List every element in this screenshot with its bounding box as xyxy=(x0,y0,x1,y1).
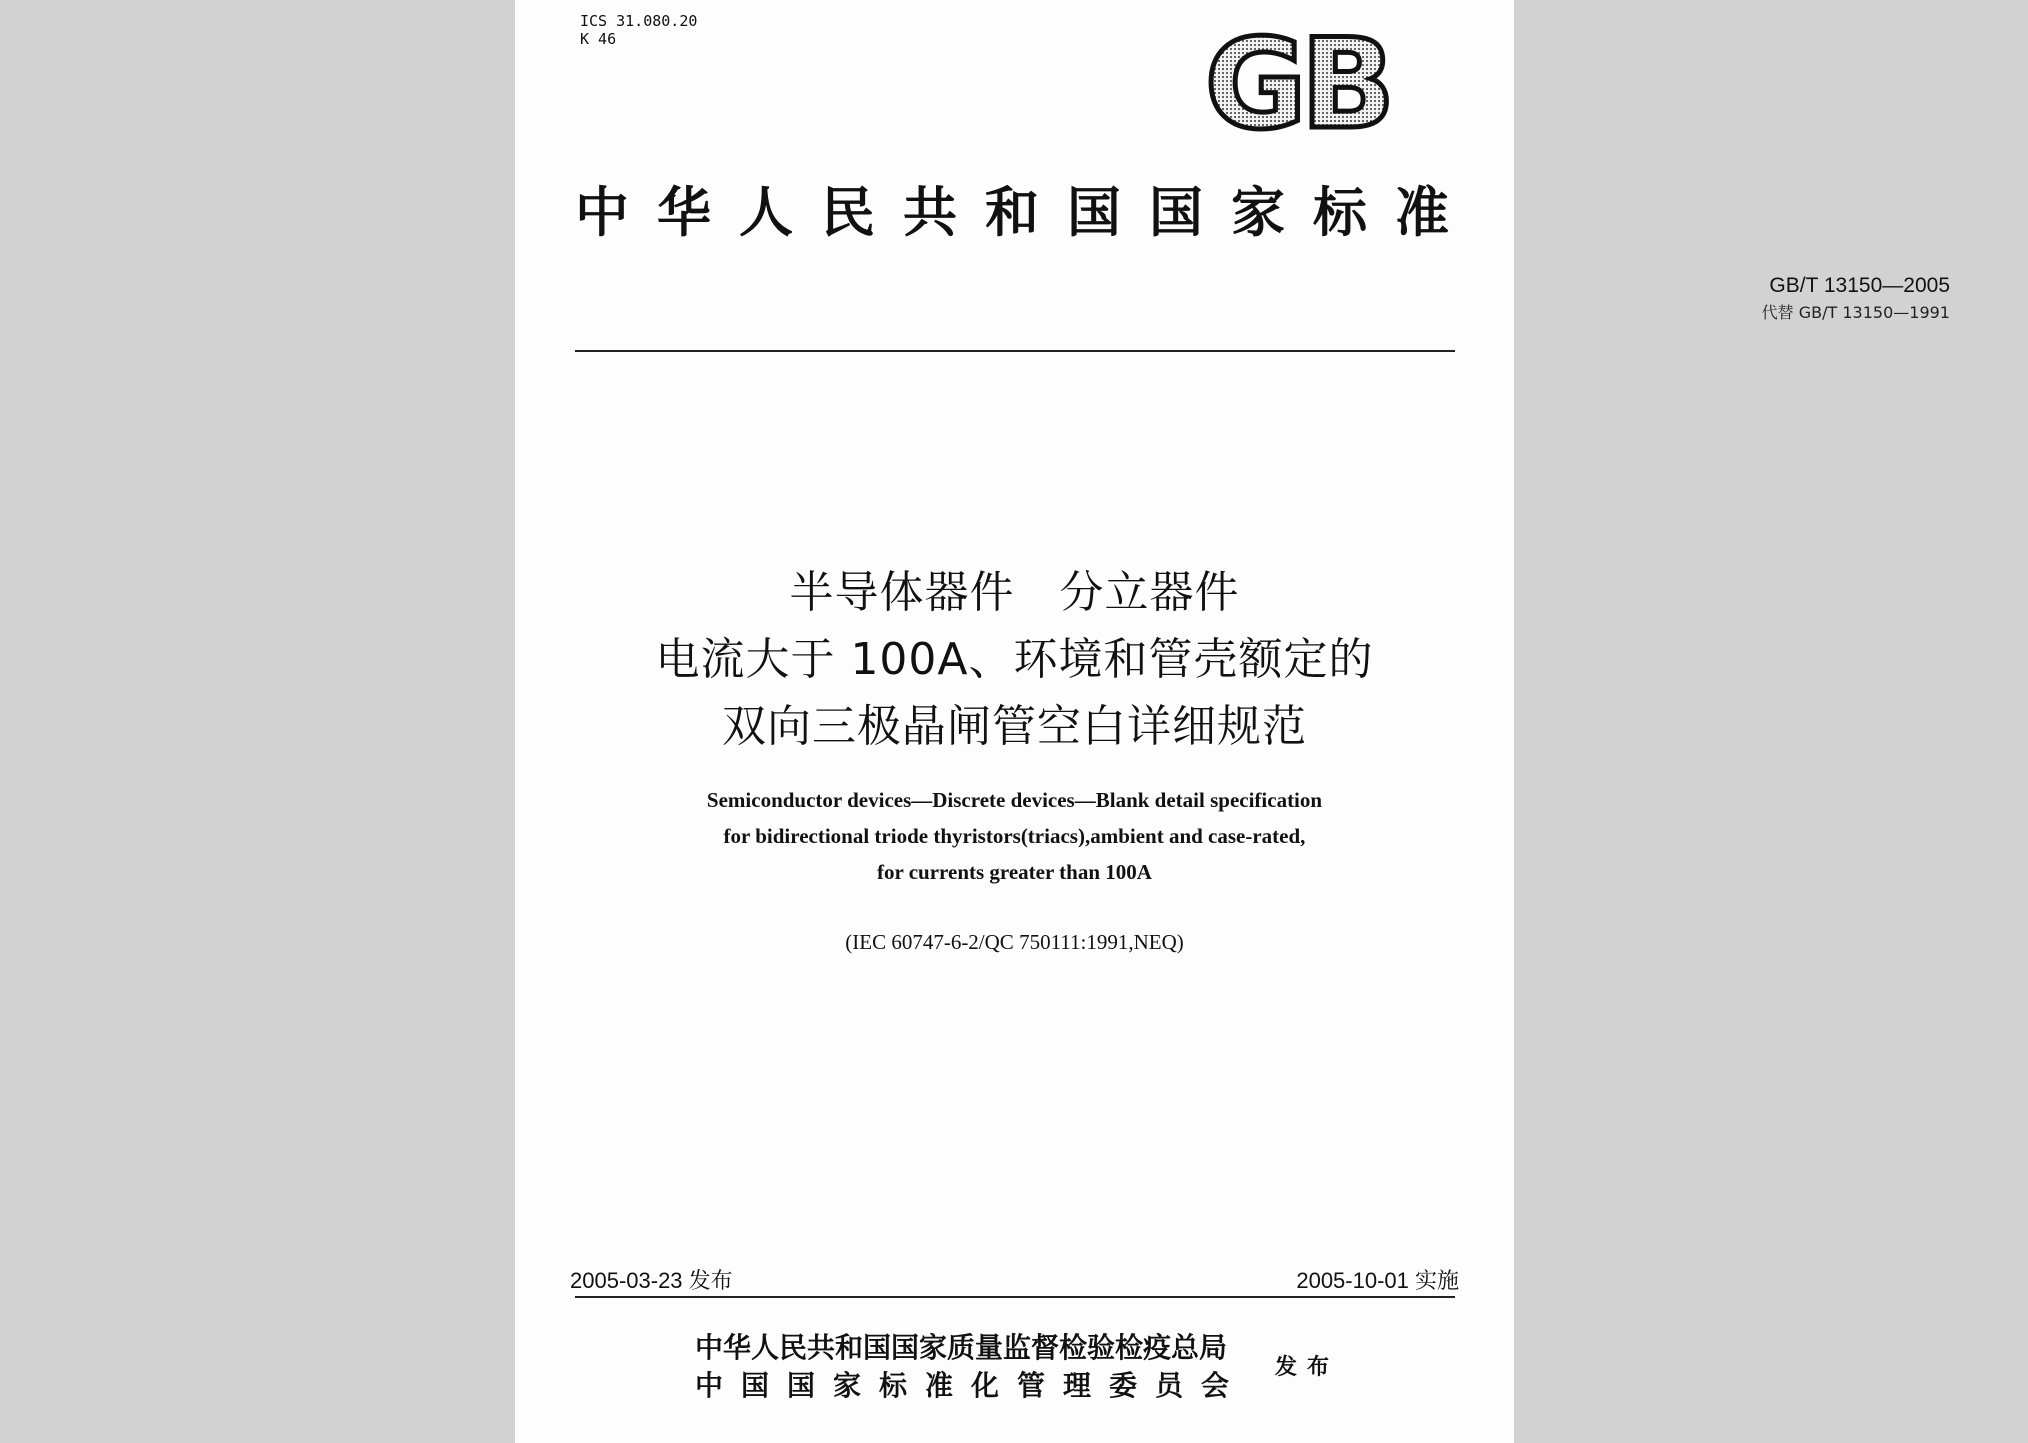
equivalence-note: (IEC 60747-6-2/QC 750111:1991,NEQ) xyxy=(845,930,1184,954)
issue-date: 2005-03-23 发布 xyxy=(570,1268,733,1293)
cn-title-line-1: 半导体器件 分立器件 xyxy=(789,567,1240,618)
implementation-date: 2005-10-01 实施 xyxy=(1296,1268,1459,1293)
header-divider xyxy=(575,350,1455,352)
gb-logo-text: GB xyxy=(1204,27,1390,142)
standard-number-block xyxy=(1295,274,1950,334)
gb-logo xyxy=(1185,27,1405,146)
issuer-aqsiq: 中华人民共和国国家质量监督检验检疫总局 xyxy=(695,1331,1228,1364)
cn-title-line-2: 电流大于 100A、环境和管壳额定的 xyxy=(655,634,1374,685)
classification-codes xyxy=(580,12,697,48)
cn-title-line-3: 双向三极晶闸管空白详细规范 xyxy=(722,701,1307,752)
en-title-line-1: Semiconductor devices—Discrete devices—Blank detail specification xyxy=(706,788,1323,812)
issuer-sac: 中国国家标准化管理委员会 xyxy=(695,1369,1248,1402)
standard-number: GB/T 13150—2005 xyxy=(1769,274,1950,297)
replaces-standard: 代替 GB/T 13150—1991 xyxy=(1761,303,1950,322)
class-code: K 46 xyxy=(580,30,617,48)
issue-label: 发布 xyxy=(1275,1355,1340,1380)
en-title-line-2: for bidirectional triode thyristors(triacs),ambient and case-rated, xyxy=(723,824,1306,848)
standard-cover-page xyxy=(515,0,1950,1443)
ics-code: ICS 31.080.20 xyxy=(580,12,698,30)
footer-divider xyxy=(575,1296,1455,1298)
en-title-line-3: for currents greater than 100A xyxy=(877,860,1152,884)
national-standard-title: 中华人民共和国国家标准 xyxy=(575,180,1455,244)
